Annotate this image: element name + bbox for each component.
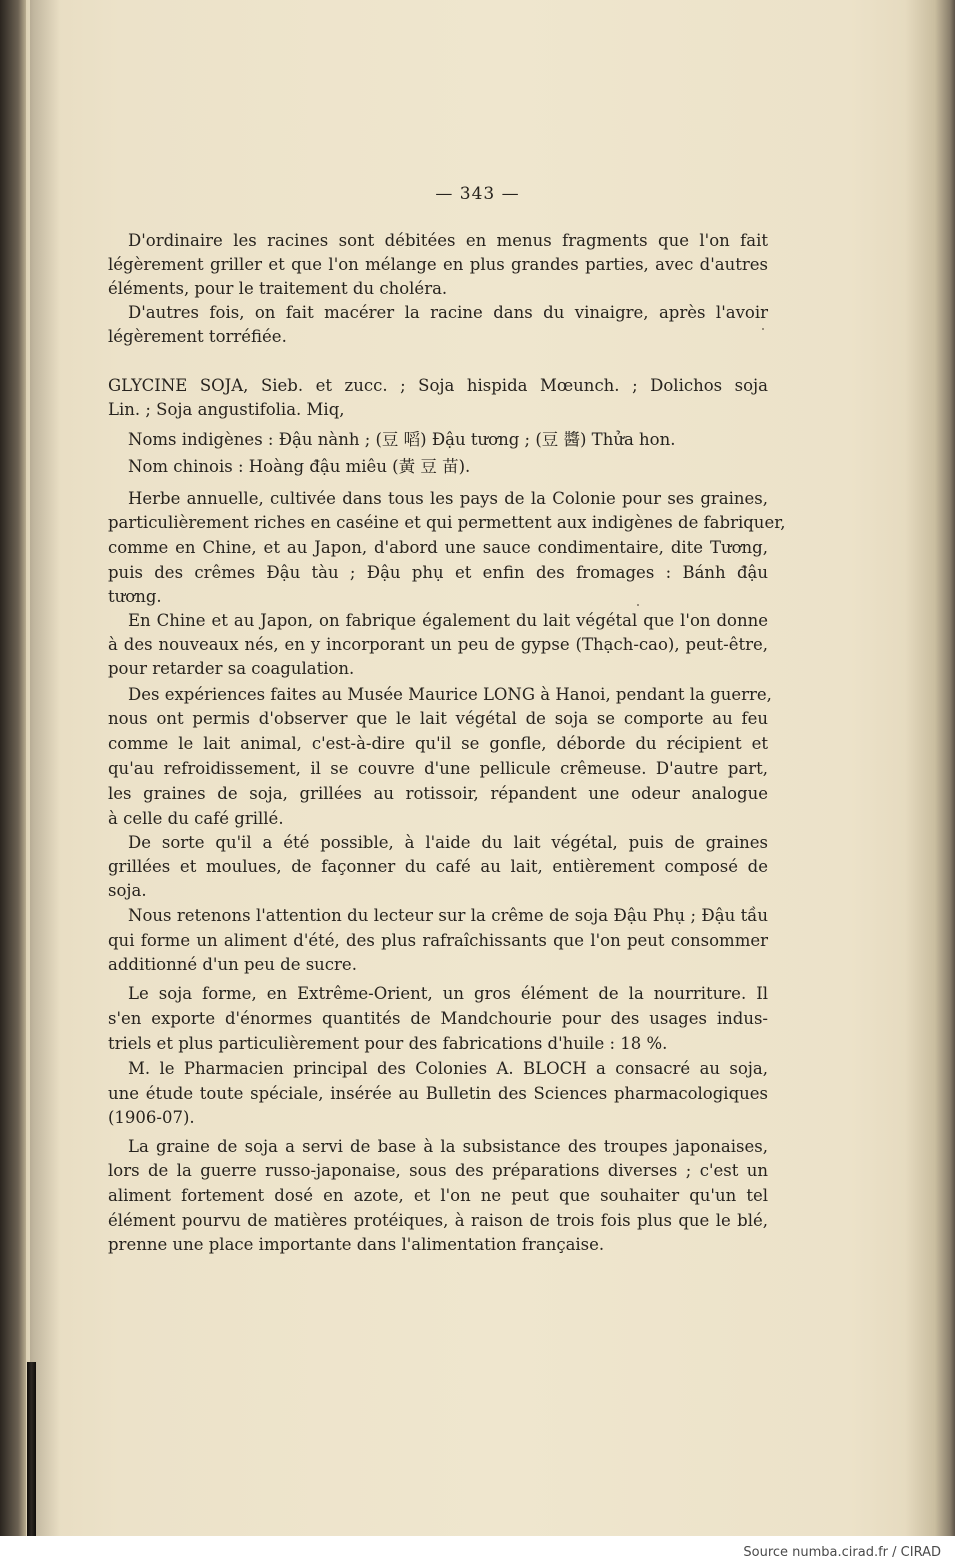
text-line: lors de la guerre russo-japonaise, sous des préparations diverses ; c'est un [108,1161,768,1180]
text-line: particulièrement riches en caséine et qui permettent aux indigènes de fabriquer, [108,513,786,532]
text-line: grillées et moulues, de façonner du café au lait, entièrement composé de [108,857,768,876]
text-line: éléments, pour le traitement du choléra. [108,279,448,298]
text-line: De sorte qu'il a été possible, à l'aide du lait végétal, puis de graines [128,833,768,852]
source-credit: Source numba.cirad.fr / CIRAD [743,1545,941,1560]
text-line: qui forme un aliment d'été, des plus rafraîchissants que l'on peut consommer [108,931,768,950]
species-heading-line: GLYCINE SOJA, Sieb. et zucc. ; Soja hispida Mœunch. ; Dolichos soja [108,376,768,395]
text-line: triels et plus particulièrement pour des fabrications d'huile : 18 %. [108,1034,668,1053]
text-line: soja. [108,881,147,900]
text-line: comme le lait animal, c'est-à-dire qu'il se gonfle, déborde du récipient et [108,734,768,753]
text-line: Des expériences faites au Musée Maurice LONG à Hanoi, pendant la guerre, [128,685,772,704]
text-line: les graines de soja, grillées au rotissoir, répandent une odeur analogue [108,784,768,803]
page-number: — 343 — [435,184,520,204]
indigenous-names-line: Noms indigènes : Đậu nành ; (豆 㗖) Đậu tương ; (豆 醬) Thửa hon. [128,430,676,449]
text-line: qu'au refroidissement, il se couvre d'une pellicule crêmeuse. D'autre part, [108,759,768,778]
text-line: En Chine et au Japon, on fabrique également du lait végétal que l'on donne [128,611,768,630]
text-line: prenne une place importante dans l'alimentation française. [108,1235,605,1254]
text-line: une étude toute spéciale, insérée au Bulletin des Sciences pharmacologiques [108,1084,768,1103]
scan-speck [637,604,639,606]
text-line: élément pourvu de matières protéiques, à raison de trois fois plus que le blé, [108,1211,768,1230]
text-line: légèrement torréfiée. [108,327,287,346]
text-line: nous ont permis d'observer que le lait végétal de soja se comporte au feu [108,709,768,728]
text-line: (1906-07). [108,1108,195,1127]
text-line: M. le Pharmacien principal des Colonies A. BLOCH a consacré au soja, [128,1059,768,1078]
text-line: comme en Chine, et au Japon, d'abord une sauce condimentaire, dite Tương, [108,538,768,557]
text-line: aliment fortement dosé en azote, et l'on ne peut que souhaiter qu'un tel [108,1186,768,1205]
text-line: additionné d'un peu de sucre. [108,955,357,974]
text-line: puis des crêmes Đậu tàu ; Đậu phụ et enfin des fromages : Bánh đậu [108,563,768,582]
text-line: Herbe annuelle, cultivée dans tous les pays de la Colonie pour ses graines, [128,489,768,508]
chinese-name-line: Nom chinois : Hoàng đậu miêu (黃 豆 苗). [128,457,471,476]
species-heading-line: Lin. ; Soja angustifolia. Miq, [108,400,345,419]
text-line: Nous retenons l'attention du lecteur sur la crême de soja Đậu Phụ ; Đậu tầu [128,906,768,925]
text-line: La graine de soja a servi de base à la subsistance des troupes japonaises, [128,1137,768,1156]
text-line: pour retarder sa coagulation. [108,659,355,678]
text-line: légèrement griller et que l'on mélange en plus grandes parties, avec d'autres [108,255,768,274]
text-line: à des nouveaux nés, en y incorporant un peu de gypse (Thạch-cao), peut-être, [108,635,768,654]
text-line: tương. [108,587,162,606]
text-line: D'ordinaire les racines sont débitées en menus fragments que l'on fait [128,231,768,250]
text-line: à celle du café grillé. [108,809,284,828]
text-line: s'en exporte d'énormes quantités de Mandchourie pour des usages indus- [108,1009,768,1028]
text-line: Le soja forme, en Extrême-Orient, un gros élément de la nourriture. Il [128,984,768,1003]
scan-speck [762,328,764,330]
text-line: D'autres fois, on fait macérer la racine dans du vinaigre, après l'avoir [128,303,768,322]
